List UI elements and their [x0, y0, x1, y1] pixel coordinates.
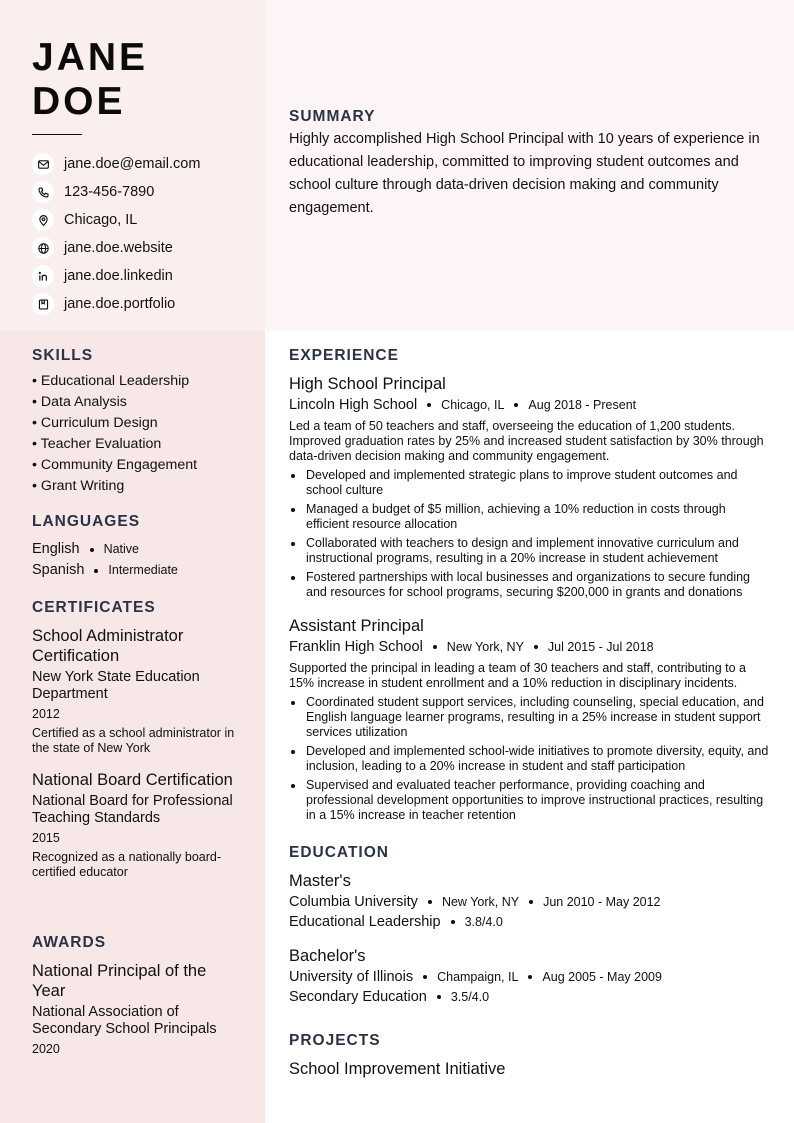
contact-linkedin-text: jane.doe.linkedin: [64, 268, 173, 284]
certificates-section: [32, 599, 237, 880]
separator-dot: [534, 645, 538, 649]
education-item: [289, 946, 769, 1005]
mail-icon: [32, 153, 54, 175]
separator-dot: [423, 975, 427, 979]
projects-title: PROJECTS: [289, 1032, 381, 1049]
separator-dot: [514, 403, 518, 407]
language-item: [32, 560, 242, 581]
language-level: Intermediate: [108, 563, 178, 577]
separator-dot: [528, 975, 532, 979]
languages-title: LANGUAGES: [32, 513, 141, 530]
contact-phone-text: 123-456-7890: [64, 184, 155, 200]
name-divider: [32, 134, 82, 135]
languages-section: [32, 513, 242, 581]
contact-portfolio-text: jane.doe.portfolio: [64, 296, 176, 312]
job-title: High School Principal: [289, 375, 446, 393]
separator-dot: [433, 645, 437, 649]
job-dates: Jul 2015 - Jul 2018: [547, 640, 654, 654]
certificate-desc: Certified as a school administrator in the state of New York: [32, 726, 235, 755]
contact-list: [32, 150, 200, 318]
summary-section: [289, 108, 769, 220]
separator-dot: [437, 995, 441, 999]
separator-dot: [428, 900, 432, 904]
language-name: English: [32, 541, 80, 557]
skill-item: • Community Engagement: [32, 457, 198, 473]
job-bullet-text: Fostered partnerships with local businesses and organizations to secure funding and resources for school programs, securing $200,000 in grants and donations: [306, 570, 751, 599]
bullet-dot: [291, 701, 295, 705]
projects-section: [289, 1032, 769, 1079]
education-item: [289, 871, 769, 930]
contact-phone[interactable]: [32, 178, 200, 206]
education-degree: Master's: [289, 872, 351, 890]
contact-website[interactable]: [32, 234, 200, 262]
education-meta: [289, 969, 769, 985]
job-title: Assistant Principal: [289, 617, 424, 635]
bullet-dot: [291, 784, 295, 788]
bullet-dot: [291, 508, 295, 512]
job-company: Lincoln High School: [289, 397, 418, 413]
skill-item: • Data Analysis: [32, 394, 127, 410]
job-company: Franklin High School: [289, 639, 423, 655]
skills-title: SKILLS: [32, 347, 94, 364]
candidate-name: [32, 36, 148, 124]
job-dates: Aug 2018 - Present: [528, 398, 637, 412]
separator-dot: [451, 920, 455, 924]
last-name: DOE: [32, 80, 126, 123]
language-name: Spanish: [32, 562, 85, 578]
job-bullet-text: Coordinated student support services, including counseling, special education, and English language learner programs, resulting in a 25% increase in student support services utilization: [306, 695, 764, 739]
phone-icon: [32, 181, 54, 203]
portfolio-icon: [32, 293, 54, 315]
job-item: [289, 616, 769, 823]
job-bullet: [289, 468, 769, 498]
summary-text: Highly accomplished High School Principal with 10 years of experience in educational leadership, committed to improving student outcomes and school culture through data-driven decision making and community engagement.: [289, 131, 760, 216]
contact-linkedin[interactable]: [32, 262, 200, 290]
skills-section: [32, 347, 242, 497]
skill-item: • Teacher Evaluation: [32, 436, 162, 452]
bullet-dot: [291, 474, 295, 478]
education-dates: Aug 2005 - May 2009: [542, 970, 662, 984]
contact-website-text: jane.doe.website: [64, 240, 173, 256]
certificate-org: National Board for Professional Teaching Standards: [32, 793, 233, 826]
certificate-title: National Board Certification: [32, 771, 233, 789]
education-school: Columbia University: [289, 894, 418, 910]
education-field: Secondary Education: [289, 989, 427, 1005]
separator-dot: [427, 403, 431, 407]
skill-item: • Educational Leadership: [32, 373, 190, 389]
education-location: Champaign, IL: [437, 970, 519, 984]
education-field-row: [289, 989, 769, 1005]
job-location: Chicago, IL: [441, 398, 505, 412]
certificate-title: School Administrator Certification: [32, 627, 184, 665]
first-name: JANE: [32, 36, 149, 79]
job-bullet-text: Managed a budget of $5 million, achieving a 10% reduction in costs through efficient resource allocation: [306, 502, 726, 531]
location-pin-icon: [32, 209, 54, 231]
language-item: [32, 539, 242, 560]
job-bullet: [289, 502, 769, 532]
education-gpa: 3.8/4.0: [464, 915, 503, 929]
globe-icon: [32, 237, 54, 259]
certificate-year: 2015: [32, 831, 60, 845]
separator-dot: [94, 569, 98, 573]
education-field: Educational Leadership: [289, 914, 441, 930]
contact-location: [32, 206, 200, 234]
award-org: National Association of Secondary School Principals: [32, 1004, 217, 1037]
contact-email-text: jane.doe@email.com: [64, 156, 201, 172]
job-location: New York, NY: [446, 640, 524, 654]
education-dates: Jun 2010 - May 2012: [543, 895, 661, 909]
linkedin-icon: [32, 265, 54, 287]
job-bullet: [289, 744, 769, 774]
separator-dot: [529, 900, 533, 904]
award-year: 2020: [32, 1042, 60, 1056]
job-bullet-text: Collaborated with teachers to design and implement innovative curriculum and instructional programs, resulting in a 20% increase in student achievement: [306, 536, 739, 565]
job-bullet-text: Developed and implemented school-wide initiatives to promote diversity, equity, and inclusion, leading to a 20% increase in student and staff participation: [306, 744, 769, 773]
job-bullet-text: Supervised and evaluated teacher performance, providing coaching and professional development opportunities to improve instructional practices, resulting in a 15% increase in teacher retention: [306, 778, 764, 822]
education-degree: Bachelor's: [289, 947, 366, 965]
certificates-title: CERTIFICATES: [32, 599, 156, 616]
education-gpa: 3.5/4.0: [450, 990, 490, 1004]
experience-section: [289, 347, 769, 823]
education-school: University of Illinois: [289, 969, 414, 985]
skills-list: [32, 371, 242, 497]
summary-title: SUMMARY: [289, 108, 376, 125]
award-title: National Principal of the Year: [32, 962, 207, 1000]
skill-item: • Curriculum Design: [32, 415, 158, 431]
job-bullet-text: Developed and implemented strategic plans to improve student outcomes and school culture: [306, 468, 738, 497]
education-section: [289, 844, 769, 1005]
certificate-org: New York State Education Department: [32, 669, 200, 702]
education-title: EDUCATION: [289, 844, 389, 861]
certificate-year: 2012: [32, 707, 60, 721]
job-bullet: [289, 778, 769, 823]
bullet-dot: [291, 750, 295, 754]
job-item: [289, 374, 769, 600]
education-location: New York, NY: [441, 895, 520, 909]
awards-title: AWARDS: [32, 934, 107, 951]
skill-item: • Grant Writing: [32, 478, 125, 494]
contact-location-text: Chicago, IL: [64, 212, 138, 228]
separator-dot: [90, 548, 94, 552]
education-meta: [289, 894, 769, 910]
bullet-dot: [291, 576, 295, 580]
job-meta: [289, 397, 769, 413]
experience-title: EXPERIENCE: [289, 347, 399, 364]
job-meta: [289, 639, 769, 655]
education-field-row: [289, 914, 769, 930]
job-bullet: [289, 570, 769, 600]
language-level: Native: [103, 542, 139, 556]
project-title: School Improvement Initiative: [289, 1060, 506, 1078]
certificate-desc: Recognized as a nationally board-certified educator: [32, 850, 222, 879]
awards-section: [32, 934, 232, 1056]
award-item: [32, 961, 232, 1056]
certificate-item: [32, 626, 237, 756]
contact-portfolio[interactable]: [32, 290, 200, 318]
bullet-dot: [291, 542, 295, 546]
job-description: Led a team of 50 teachers and staff, overseeing the education of 1,200 students. Improved graduation rates by 25% and increased student satisfaction by 30% through data-driven decision making and community engagement.: [289, 419, 764, 463]
job-description: Supported the principal in leading a team of 30 teachers and staff, contributing to a 15% increase in student enrollment and a 10% reduction in disciplinary incidents.: [289, 661, 747, 690]
job-bullet: [289, 536, 769, 566]
contact-email[interactable]: [32, 150, 200, 178]
certificate-item: [32, 770, 237, 880]
job-bullet: [289, 695, 769, 740]
